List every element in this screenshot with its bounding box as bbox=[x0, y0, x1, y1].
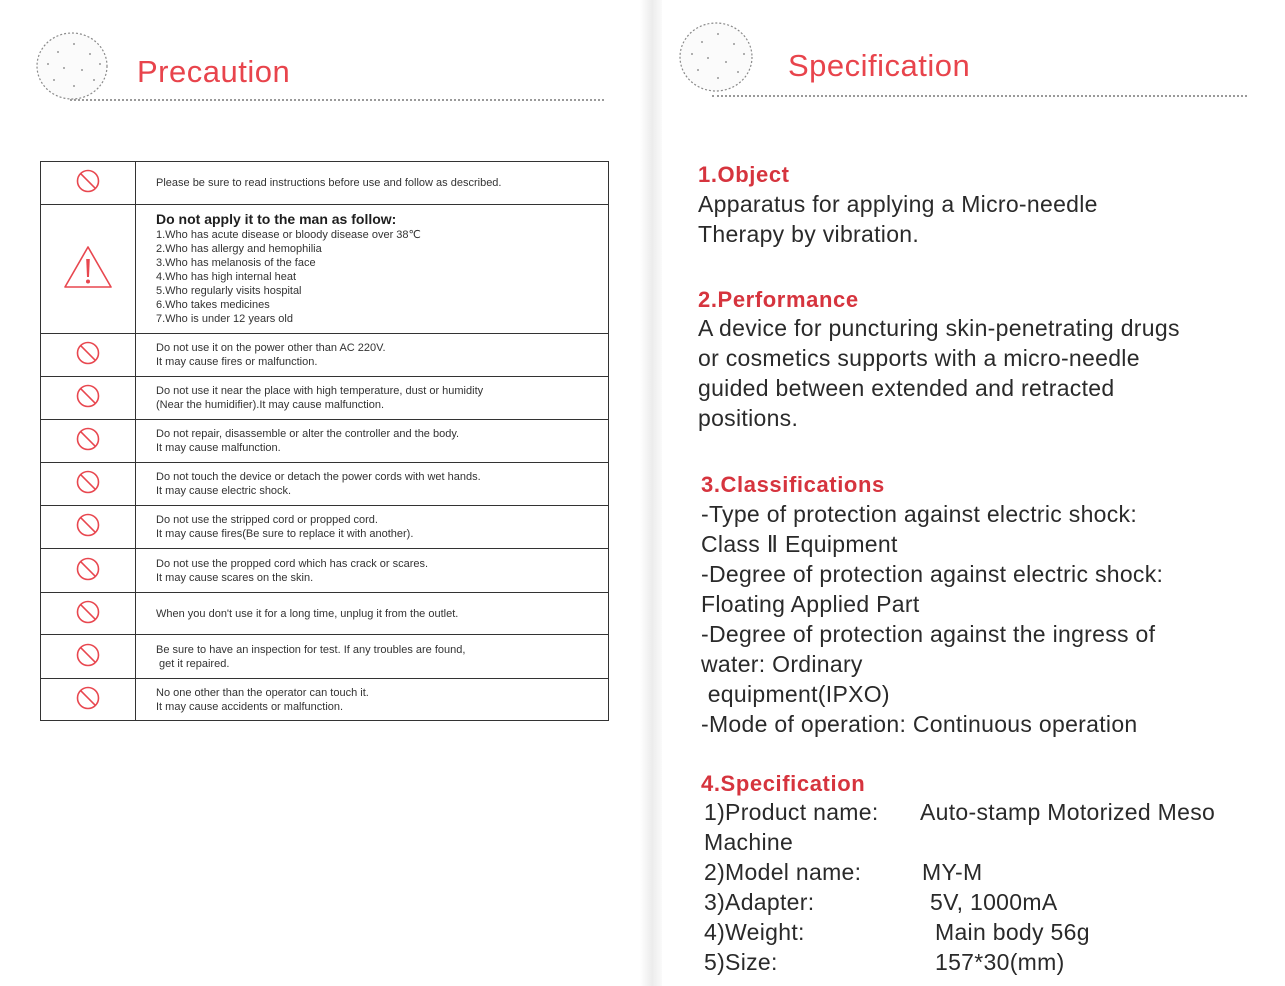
precaution-text-line: Do not repair, disassemble or alter the controller and the body. bbox=[156, 428, 460, 440]
text-line: A device for puncturing skin-penetrating drugs bbox=[698, 315, 1180, 341]
precaution-text-line: It may cause fires(Be sure to replace it with another). bbox=[156, 528, 414, 540]
warning-list-item: 3.Who has melanosis of the face bbox=[156, 257, 316, 269]
text-line: Class Ⅱ Equipment bbox=[701, 531, 898, 557]
precaution-text-line: Do not use the propped cord which has crack or scares. bbox=[156, 557, 429, 570]
spec-value: Auto-stamp Motorized Meso bbox=[920, 799, 1216, 825]
text-line: Therapy by vibration. bbox=[698, 221, 920, 247]
warning-list-item: 2.Who has allergy and hemophilia bbox=[156, 243, 322, 255]
spec-row bbox=[704, 797, 1264, 827]
precaution-text-line: It may cause accidents or malfunction. bbox=[156, 700, 344, 713]
page-title: Specification bbox=[788, 48, 971, 83]
text-line: -Degree of protection against electric shock: bbox=[701, 561, 1164, 587]
text-line: equipment(IPXO) bbox=[701, 681, 890, 707]
spec-row bbox=[704, 857, 1264, 887]
section-body-performance bbox=[698, 313, 1180, 433]
text-line: or cosmetics supports with a micro-needle bbox=[698, 345, 1140, 371]
spec-value: 5V, 1000mA bbox=[930, 889, 1058, 915]
dotted-circle-logo bbox=[678, 20, 758, 96]
warning-list-item: 6.Who takes medicines bbox=[156, 299, 270, 311]
spec-label: Machine bbox=[704, 829, 794, 855]
section-body-classifications bbox=[701, 499, 1163, 739]
spec-value: 157*30(mm) bbox=[935, 949, 1065, 975]
spec-label: 2)Model name: bbox=[704, 859, 862, 885]
precaution-text-line: Be sure to have an inspection for test. If any troubles are found, bbox=[156, 643, 466, 656]
precaution-text-line: It may cause scares on the skin. bbox=[156, 571, 314, 584]
precaution-text-line: Please be sure to read instructions before use and follow as described. bbox=[156, 177, 502, 189]
spec-label: 1)Product name: bbox=[704, 799, 879, 825]
section-title-object: 1.Object bbox=[698, 162, 790, 187]
text-line: -Type of protection against electric shock: bbox=[701, 501, 1138, 527]
precaution-text-line: Do not use it near the place with high temperature, dust or humidity bbox=[156, 385, 484, 397]
spec-value: Main body 56g bbox=[935, 919, 1090, 945]
precaution-text-line: Do not use it on the power other than AC 220V. bbox=[156, 342, 386, 354]
spec-label: 4)Weight: bbox=[704, 919, 805, 945]
spec-row bbox=[704, 827, 1264, 857]
text-line: -Degree of protection against the ingress of bbox=[701, 621, 1156, 647]
section-body-object bbox=[698, 189, 1098, 249]
page-title: Precaution bbox=[137, 54, 291, 89]
text-line: guided between extended and retracted bbox=[698, 375, 1115, 401]
text-line: water: Ordinary bbox=[701, 651, 863, 677]
section-title-specification: 4.Specification bbox=[701, 771, 866, 796]
page-fold bbox=[640, 0, 662, 986]
spec-label: 3)Adapter: bbox=[704, 889, 815, 915]
header-divider bbox=[712, 95, 1247, 97]
warning-list-item: 4.Who has high internal heat bbox=[156, 271, 297, 283]
spec-label: 5)Size: bbox=[704, 949, 778, 975]
precaution-text-line: get it repaired. bbox=[156, 657, 230, 670]
spec-row bbox=[704, 947, 1264, 977]
spec-list bbox=[704, 797, 1264, 977]
warning-list-item: 7.Who is under 12 years old bbox=[156, 313, 293, 325]
text-line: Apparatus for applying a Micro-needle bbox=[698, 191, 1098, 217]
spec-value: MY-M bbox=[922, 859, 983, 885]
text-line: Floating Applied Part bbox=[701, 591, 920, 617]
precaution-text-line: When you don't use it for a long time, unplug it from the outlet. bbox=[156, 607, 459, 620]
precaution-text-line: No one other than the operator can touch it. bbox=[156, 686, 369, 699]
warning-list-item: 5.Who regularly visits hospital bbox=[156, 285, 302, 297]
section-title-classifications: 3.Classifications bbox=[701, 472, 885, 497]
spec-row bbox=[704, 887, 1264, 917]
precaution-text-line: It may cause electric shock. bbox=[156, 485, 292, 497]
precaution-text-line: Do not touch the device or detach the power cords with wet hands. bbox=[156, 471, 481, 483]
precaution-text-line: It may cause fires or malfunction. bbox=[156, 356, 318, 368]
precaution-text-line: (Near the humidifier).It may cause malfunction. bbox=[156, 399, 385, 411]
warning-list-item: 1.Who has acute disease or bloody disease over 38℃ bbox=[156, 229, 421, 241]
text-line: -Mode of operation: Continuous operation bbox=[701, 711, 1138, 737]
spec-row bbox=[704, 917, 1264, 947]
warning-heading: Do not apply it to the man as follow: bbox=[156, 211, 397, 227]
text-line: positions. bbox=[698, 405, 799, 431]
section-title-performance: 2.Performance bbox=[698, 287, 859, 312]
precaution-text-line: It may cause malfunction. bbox=[156, 442, 281, 454]
precaution-text-line: Do not use the stripped cord or propped cord. bbox=[156, 514, 378, 526]
